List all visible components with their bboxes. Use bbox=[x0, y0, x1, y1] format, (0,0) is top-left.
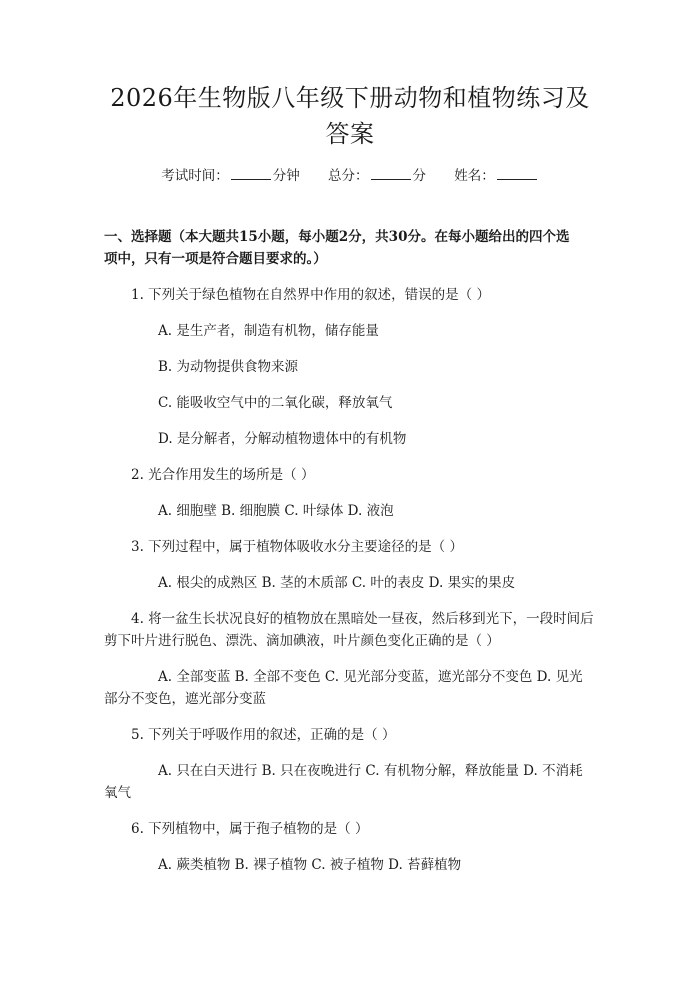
page-title bbox=[104, 80, 596, 152]
exam-score bbox=[328, 168, 426, 184]
exam-time bbox=[161, 168, 300, 184]
exam-meta bbox=[104, 166, 596, 186]
question-5-options: A. 只在白天进行 B. 只在夜晚进行 C. 有机物分解，释放能量 D. 不消耗氧气 bbox=[104, 763, 583, 801]
question-1-option-b: B. 为动物提供食物来源 bbox=[158, 359, 299, 375]
time-label: 考试时间： bbox=[161, 168, 229, 184]
question-2-options: A. 细胞壁 B. 细胞膜 C. 叶绿体 D. 液泡 bbox=[158, 503, 394, 519]
title-line-2: 答案 bbox=[325, 120, 375, 148]
question-1: 1. 下列关于绿色植物在自然界中作用的叙述，错误的是（ ） bbox=[131, 287, 490, 303]
question-2: 2. 光合作用发生的场所是（ ） bbox=[131, 467, 315, 483]
question-1-option-c: C. 能吸收空气中的二氧化碳，释放氧气 bbox=[158, 395, 393, 411]
section-heading-line-1: 一、选择题（本大题共15小题，每小题2分，共30分。在每小题给出的四个选 bbox=[104, 229, 570, 245]
exam-name bbox=[454, 168, 539, 184]
score-unit: 分 bbox=[412, 168, 426, 184]
score-blank bbox=[371, 167, 411, 180]
question-6-options: A. 蕨类植物 B. 裸子植物 C. 被子植物 D. 苔藓植物 bbox=[158, 857, 462, 873]
exam-page bbox=[0, 80, 700, 985]
section-heading bbox=[104, 226, 596, 270]
question-6: 6. 下列植物中，属于孢子植物的是（ ） bbox=[131, 821, 369, 837]
question-3-options: A. 根尖的成熟区 B. 茎的木质部 C. 叶的表皮 D. 果实的果皮 bbox=[158, 575, 516, 591]
question-3: 3. 下列过程中，属于植物体吸收水分主要途径的是（ ） bbox=[131, 539, 463, 555]
question-4: 4. 将一盆生长状况良好的植物放在黑暗处一昼夜，然后移到光下，一段时间后剪下叶片进行脱色、漂洗、滴加碘液，叶片颜色变化正确的是（ ） bbox=[104, 611, 594, 649]
name-label: 姓名： bbox=[454, 168, 495, 184]
question-1-option-d: D. 是分解者，分解动植物遗体中的有机物 bbox=[158, 431, 407, 447]
section-heading-line-2: 项中，只有一项是符合题目要求的。） bbox=[104, 251, 327, 267]
question-4-options: A. 全部变蓝 B. 全部不变色 C. 见光部分变蓝，遮光部分不变色 D. 见光部分不变色，遮光部分变蓝 bbox=[104, 669, 583, 707]
title-line-1: 2026年生物版八年级下册动物和植物练习及 bbox=[110, 84, 590, 112]
score-label: 总分： bbox=[328, 168, 369, 184]
time-unit: 分钟 bbox=[272, 168, 300, 184]
name-blank bbox=[497, 167, 537, 180]
time-blank bbox=[231, 167, 271, 180]
question-5: 5. 下列关于呼吸作用的叙述，正确的是（ ） bbox=[131, 727, 396, 743]
question-1-option-a: A. 是生产者，制造有机物，储存能量 bbox=[158, 323, 379, 339]
